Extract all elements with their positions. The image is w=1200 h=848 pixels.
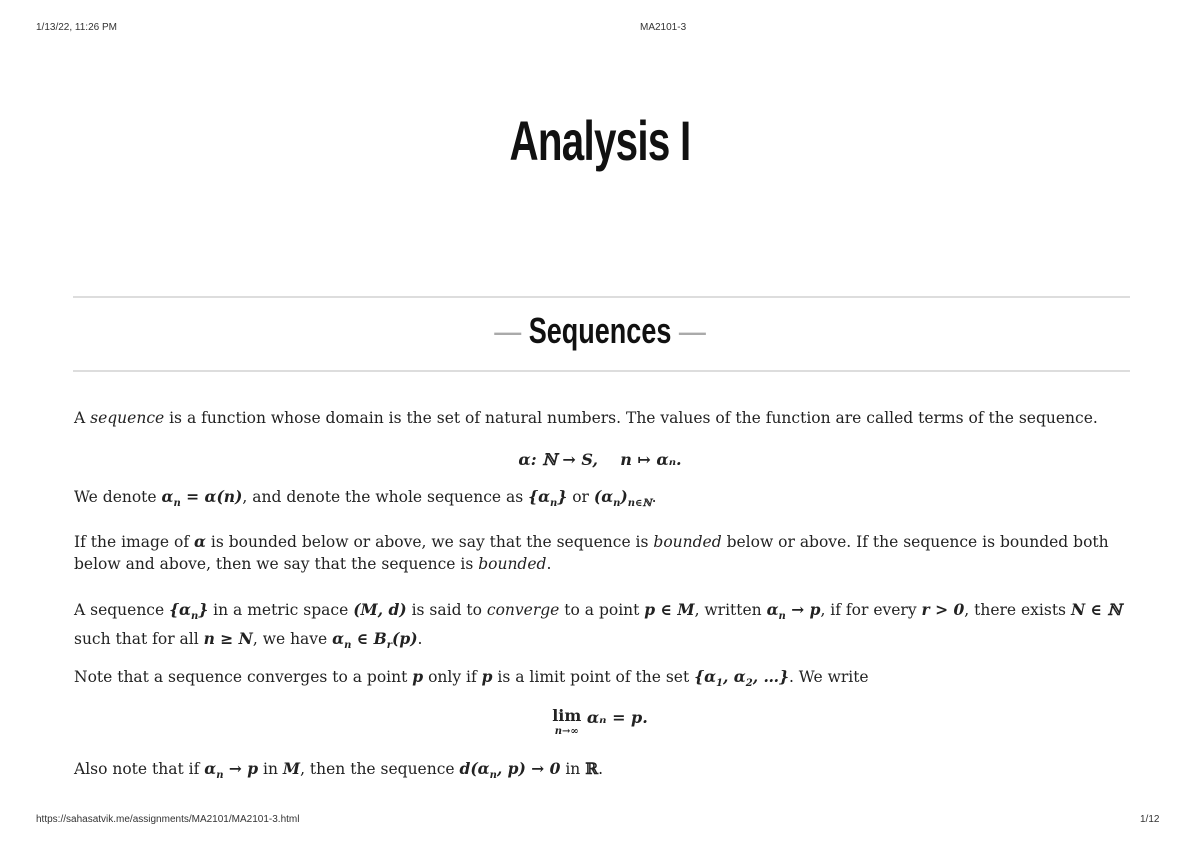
math: ℝ	[585, 759, 599, 778]
section-title: Sequences	[528, 310, 672, 351]
equation-mapping	[0, 450, 1200, 469]
print-url: https://sahasatvik.me/assignments/MA2101/MA2101-3.html	[36, 814, 300, 825]
math: {$\alpha_1$, $\alpha_2$, …}	[694, 667, 789, 690]
text: is bounded below or above, we say that the sequence is	[205, 533, 654, 551]
math: $(\alpha_n)_{n\in ℕ}$	[593, 487, 652, 510]
text: or	[567, 488, 594, 506]
math: M	[282, 759, 301, 778]
math: p	[412, 667, 424, 686]
math: $\alpha_n \to p$	[766, 600, 821, 623]
eq-assign: n ↦ αₙ.	[620, 450, 682, 469]
term-bounded: bounded	[478, 555, 547, 573]
math: $\{\alpha_n\}$	[528, 487, 568, 510]
math: $d(\alpha_n$, p) → 0	[459, 759, 561, 782]
text: A sequence	[74, 601, 170, 619]
section-dash-left: —	[494, 310, 522, 351]
eq-limit-body: αₙ = p.	[586, 708, 648, 727]
math: α	[194, 532, 206, 551]
math: $\alpha_n$ ∈ $B_r(p)$	[332, 629, 418, 652]
eq-map: α: ℕ → S,	[518, 450, 598, 469]
math: N ∈ ℕ	[1070, 600, 1122, 619]
text: , and denote the whole sequence as	[242, 488, 529, 506]
section-dash-right: —	[678, 310, 706, 351]
lim-operator: lim n→∞	[552, 706, 582, 737]
paragraph-bounded: If the image of α is bounded below or above, we say that the sequence is bounded below or above. If the sequence is bounded both below and above, then we say that the sequence is bounded.	[74, 532, 1109, 573]
print-page-number: 1/12	[1140, 814, 1160, 825]
math: (M, d)	[353, 600, 407, 619]
text: is a function whose domain is the set of natural numbers. The values of the function are called terms of the sequence.	[164, 409, 1098, 427]
text: Also note that if	[74, 760, 205, 778]
math: n ≥ N	[203, 629, 253, 649]
math: $\alpha_n = \alpha(n)$	[161, 487, 243, 510]
section-rule-bottom	[73, 370, 1130, 372]
text: A	[74, 409, 91, 427]
section-heading	[0, 310, 1200, 352]
paragraph-metric: Also note that if $\alpha_n \to p$ in M, then the sequence $d(\alpha_n$, p) → 0 in ℝ.	[74, 759, 604, 782]
equation-limit	[0, 708, 1200, 740]
text: We denote	[74, 488, 162, 506]
math: r > 0	[921, 600, 965, 619]
term-converge: converge	[486, 601, 560, 619]
term-sequence: sequence	[90, 409, 165, 427]
text: If the image of	[74, 533, 195, 551]
print-doc-title: MA2101-3	[640, 22, 687, 33]
text: below or above. If the sequence is bounded both below and above, then we say that the sequence is	[74, 533, 1109, 573]
page-title: Analysis I	[509, 109, 691, 172]
paragraph-limit-point: Note that a sequence converges to a point p only if p is a limit point of the set {$\alpha_1$, $\alpha_2$, …}. We write	[74, 667, 869, 690]
math: $\alpha_n \to p$	[204, 759, 259, 782]
text: Note that a sequence converges to a point	[74, 668, 413, 686]
print-datetime: 1/13/22, 11:26 PM	[36, 22, 117, 33]
term-bounded: bounded	[653, 533, 722, 551]
section-rule-top	[73, 296, 1130, 298]
paragraph-convergence: A sequence $\{\alpha_n\}$ in a metric space (M, d) is said to converge to a point p ∈ M, written $\alpha_n \to p$, if for every r > 0, there exists N ∈ ℕ such that for all n ≥ N, we have $\alpha_n$ ∈ $B_r(p)$.	[74, 600, 1122, 652]
math: $\{\alpha_n\}$	[169, 600, 209, 623]
paragraph-notation: We denote $\alpha_n = \alpha(n)$, and denote the whole sequence as $\{\alpha_n\}$ or $(\alpha_n)_{n\in ℕ}$.	[74, 487, 657, 510]
paragraph-definition	[74, 407, 1130, 429]
math: p	[481, 667, 493, 686]
math: p ∈ M	[644, 600, 695, 619]
